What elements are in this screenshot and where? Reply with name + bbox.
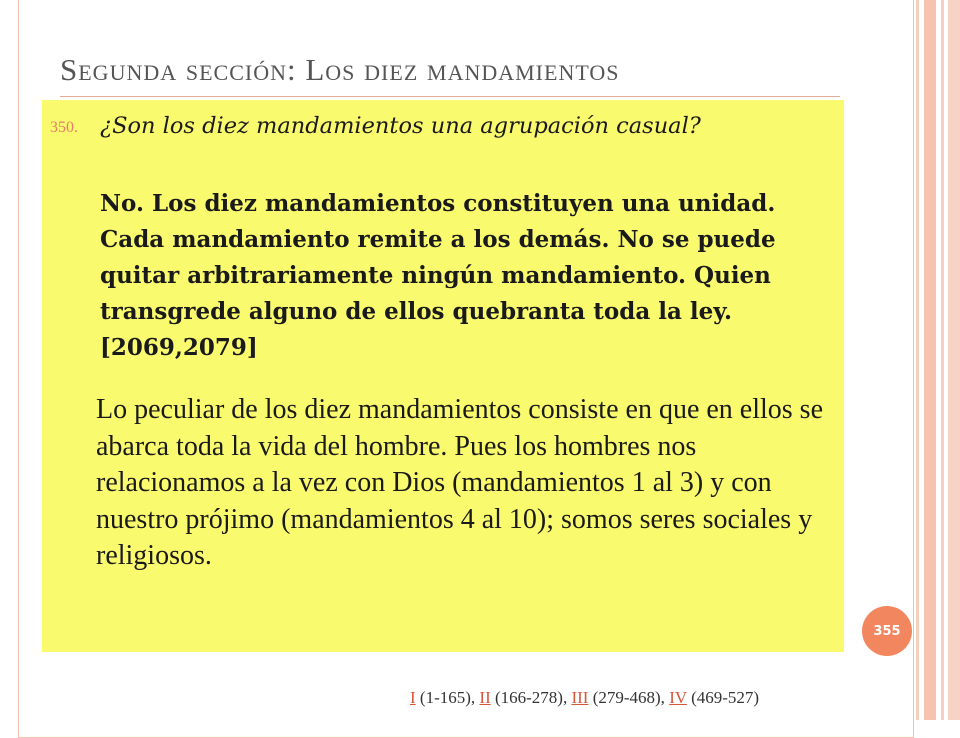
footer-link-part-4[interactable]: IV [669,688,687,707]
footer-range-part-1: (1-165), [415,688,480,707]
stripe [948,0,960,720]
footer-link-part-1[interactable]: I [410,688,416,707]
stripe [924,0,936,720]
stripe [941,0,944,720]
slide-title: Segunda sección: Los diez mandamientos [60,52,620,87]
page-number-badge: 355 [862,606,912,656]
commentary-text: Lo peculiar de los diez mandamientos consiste en que en ellos se abarca toda la vida del hombre. Pues los hombres nos relacionamos a la vez con Dios (mandamientos 1 al 3) y con nuestro prójimo (mandamientos 4 al 10); somos seres sociales y religiosos. [96,394,824,571]
footer-range-part-2: (166-278), [490,688,572,707]
footer-range-part-4: (469-527) [686,688,760,707]
title-divider [60,96,840,97]
footer-link-part-3[interactable]: III [571,688,589,707]
answer-text: No. Los diez mandamientos constituyen una unidad. Cada mandamiento remite a los demás. No se puede quitar arbitrariamente ningún mandamiento. Quien transgrede alguno de ellos quebranta toda la ley. [2069,2079] [100,190,776,361]
stripe [916,0,919,720]
decorative-stripes [916,0,960,720]
question-text: ¿Son los diez mandamientos una agrupación casual? [100,113,701,139]
footer-link-part-2[interactable]: II [479,688,491,707]
footer-range-part-3: (279-468), [588,688,670,707]
footer-navigation [410,688,850,708]
question-number: 350. [50,119,78,136]
